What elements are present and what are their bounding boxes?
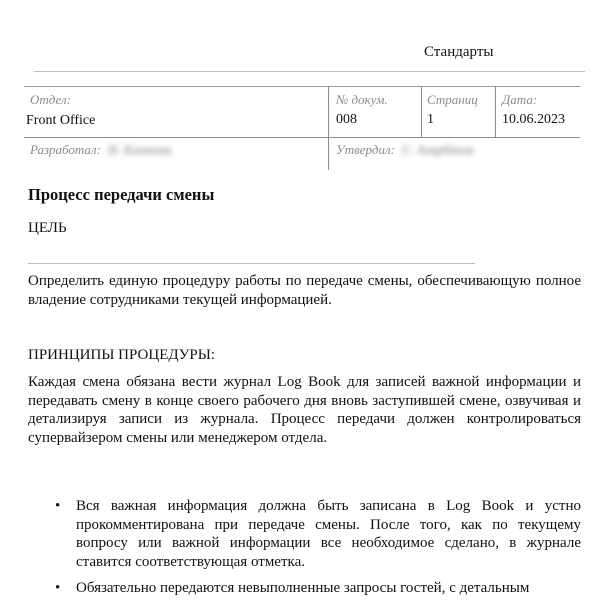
doc-number-value: 008 bbox=[336, 112, 357, 127]
approved-by-name: С. Азарбеков bbox=[402, 142, 474, 157]
list-item bbox=[28, 497, 581, 571]
date-value: 10.06.2023 bbox=[502, 112, 565, 127]
meta-mid-border bbox=[24, 137, 580, 138]
meta-divider-3 bbox=[495, 86, 496, 137]
date-label: Дата: bbox=[502, 92, 538, 107]
developed-by-name: Н. Камнева bbox=[108, 142, 172, 157]
approved-by-label: Утвердил: bbox=[336, 142, 395, 157]
bullet-icon: • bbox=[55, 580, 61, 596]
department-label: Отдел: bbox=[30, 92, 71, 107]
list-item-text: Обязательно передаются невыполненные запросы гостей, с детальным bbox=[76, 580, 530, 596]
standards-heading: Стандарты bbox=[424, 44, 494, 60]
list-item bbox=[28, 579, 581, 598]
principles-list bbox=[28, 497, 581, 606]
goal-heading: ЦЕЛЬ bbox=[28, 220, 67, 236]
bullet-icon: • bbox=[55, 498, 61, 514]
list-item-text: Вся важная информация должна быть записана в Log Book и устно прокомментирована при передаче смены. После того, как по текущему вопросу или важной информации все необходимое сделано, в журнале ставится соответствующая отметка. bbox=[76, 498, 581, 570]
header-rule bbox=[34, 71, 585, 72]
meta-divider-1 bbox=[328, 86, 329, 170]
meta-divider-2 bbox=[421, 86, 422, 137]
developed-by-label: Разработал: bbox=[30, 142, 101, 157]
goal-rule bbox=[28, 263, 475, 264]
principles-paragraph: Каждая смена обязана вести журнал Log Book для записей важной информации и передавать смену в конце своего рабочего дня вновь заступившей смене, озвучивая и детализируя записи из журнала. Процесс передачи должен контролироваться супервайзером смены или менеджером отдела. bbox=[28, 374, 581, 446]
doc-number-label: № докум. bbox=[336, 92, 388, 107]
goal-paragraph: Определить единую процедуру работы по передаче смены, обеспечивающую полное владение сотрудниками текущей информацией. bbox=[28, 273, 581, 308]
page-count-label: Страниц bbox=[427, 92, 478, 107]
principles-heading: ПРИНЦИПЫ ПРОЦЕДУРЫ: bbox=[28, 347, 215, 363]
document-title: Процесс передачи смены bbox=[28, 185, 215, 204]
meta-top-border bbox=[24, 86, 580, 87]
page-count-value: 1 bbox=[427, 112, 434, 127]
department-value: Front Office bbox=[26, 113, 96, 128]
